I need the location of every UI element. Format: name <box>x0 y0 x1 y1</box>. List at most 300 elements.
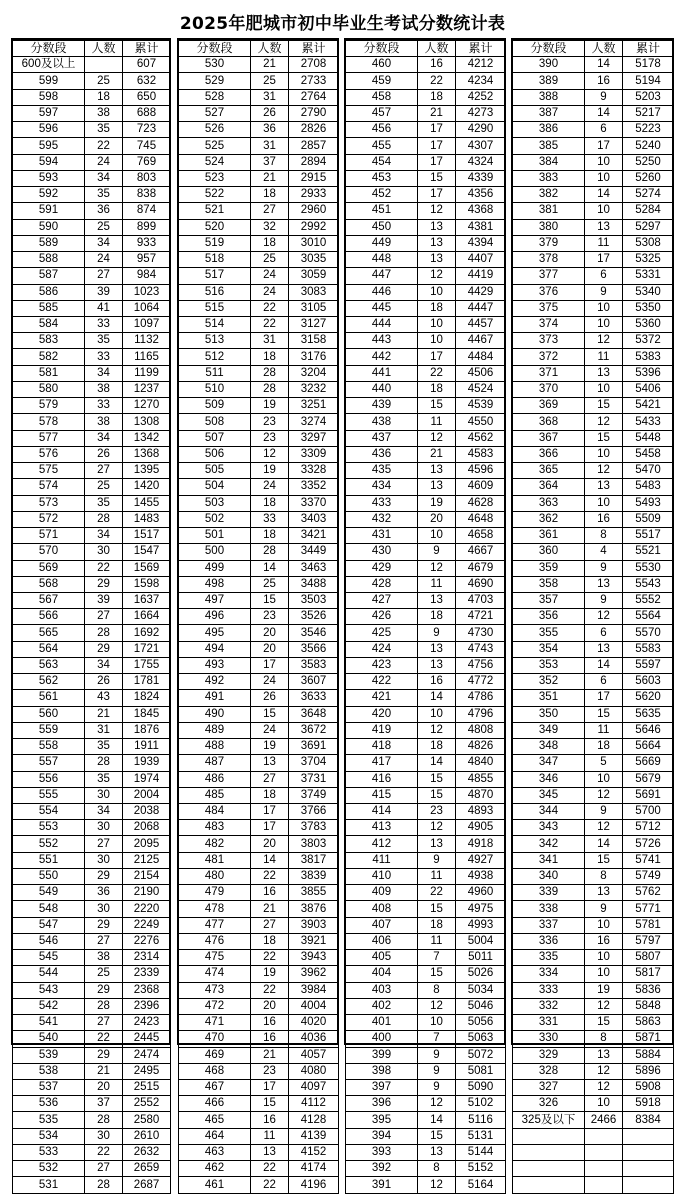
table-row <box>346 1177 506 1193</box>
cumulative-cell: 4419 <box>456 268 506 284</box>
count-cell: 10 <box>585 154 623 170</box>
score-range-cell: 588 <box>13 252 85 268</box>
cumulative-cell: 3817 <box>289 852 339 868</box>
table-row <box>13 365 171 381</box>
score-range-cell: 502 <box>179 511 251 527</box>
cumulative-cell: 5072 <box>456 1047 506 1063</box>
cumulative-cell: 5483 <box>623 479 674 495</box>
table-row <box>513 154 674 170</box>
count-cell: 22 <box>251 300 289 316</box>
table-row <box>346 300 506 316</box>
table-row <box>179 674 339 690</box>
count-cell: 28 <box>85 511 123 527</box>
table-row <box>179 1080 339 1096</box>
cumulative-cell: 4550 <box>456 414 506 430</box>
count-cell: 13 <box>418 657 456 673</box>
count-cell: 9 <box>418 1063 456 1079</box>
cumulative-cell: 4628 <box>456 495 506 511</box>
table-row <box>13 349 171 365</box>
table-row <box>346 1128 506 1144</box>
cumulative-cell: 4152 <box>289 1144 339 1160</box>
score-range-cell: 565 <box>13 625 85 641</box>
count-cell: 8 <box>585 868 623 884</box>
table-row <box>346 154 506 170</box>
count-cell: 19 <box>251 739 289 755</box>
score-range-cell: 388 <box>513 89 585 105</box>
count-cell: 27 <box>251 771 289 787</box>
table-row <box>513 950 674 966</box>
cumulative-cell: 3546 <box>289 625 339 641</box>
score-range-cell: 590 <box>13 219 85 235</box>
count-cell: 10 <box>585 495 623 511</box>
table-row <box>179 333 339 349</box>
score-range-cell: 465 <box>179 1112 251 1128</box>
table-row <box>13 592 171 608</box>
count-cell: 33 <box>85 316 123 332</box>
count-cell: 34 <box>85 235 123 251</box>
table-row <box>513 544 674 560</box>
count-cell: 36 <box>251 122 289 138</box>
table-row <box>179 73 339 89</box>
score-range-cell: 415 <box>346 787 418 803</box>
table-row <box>179 1144 339 1160</box>
score-range-cell: 566 <box>13 609 85 625</box>
count-cell: 8 <box>418 1161 456 1177</box>
score-table-3 <box>345 40 506 1194</box>
table-row <box>13 284 171 300</box>
count-cell: 13 <box>418 836 456 852</box>
cumulative-cell: 4234 <box>456 73 506 89</box>
cumulative-cell: 3083 <box>289 284 339 300</box>
score-range-cell: 419 <box>346 722 418 738</box>
cumulative-cell: 3488 <box>289 576 339 592</box>
table-row <box>513 349 674 365</box>
cumulative-cell: 2933 <box>289 187 339 203</box>
table-row <box>346 706 506 722</box>
table-row <box>13 187 171 203</box>
cumulative-cell: 1420 <box>123 479 171 495</box>
cumulative-cell: 1395 <box>123 463 171 479</box>
table-row <box>13 933 171 949</box>
table-row <box>179 560 339 576</box>
count-cell: 33 <box>251 511 289 527</box>
cumulative-cell: 5297 <box>623 219 674 235</box>
score-range-cell: 347 <box>513 755 585 771</box>
score-range-cell: 450 <box>346 219 418 235</box>
cumulative-cell: 745 <box>123 138 171 154</box>
cumulative-cell: 5583 <box>623 641 674 657</box>
count-cell: 16 <box>251 1031 289 1047</box>
cumulative-cell: 838 <box>123 187 171 203</box>
table-row <box>346 787 506 803</box>
score-range-cell: 498 <box>179 576 251 592</box>
table-row <box>13 316 171 332</box>
cumulative-cell: 2894 <box>289 154 339 170</box>
score-range-cell: 570 <box>13 544 85 560</box>
score-range-cell: 587 <box>13 268 85 284</box>
table-row <box>179 170 339 186</box>
cumulative-cell: 2764 <box>289 89 339 105</box>
cumulative-cell: 3749 <box>289 787 339 803</box>
cumulative-cell: 4609 <box>456 479 506 495</box>
count-cell: 37 <box>85 1096 123 1112</box>
table-row <box>513 836 674 852</box>
score-range-cell: 532 <box>13 1161 85 1177</box>
count-cell: 11 <box>585 235 623 251</box>
cumulative-cell <box>623 1144 674 1160</box>
cumulative-cell: 4993 <box>456 917 506 933</box>
count-cell: 9 <box>585 901 623 917</box>
cumulative-cell: 3672 <box>289 722 339 738</box>
table-row <box>346 495 506 511</box>
score-range-cell: 491 <box>179 690 251 706</box>
cumulative-cell: 5509 <box>623 511 674 527</box>
table-row <box>513 982 674 998</box>
count-cell: 7 <box>418 1031 456 1047</box>
score-range-cell: 539 <box>13 1047 85 1063</box>
score-range-cell: 432 <box>346 511 418 527</box>
cumulative-cell: 3876 <box>289 901 339 917</box>
cumulative-cell: 1755 <box>123 657 171 673</box>
count-cell: 15 <box>585 852 623 868</box>
table-row <box>13 722 171 738</box>
table-row <box>13 1047 171 1063</box>
score-table-1 <box>12 40 171 1194</box>
cumulative-cell: 3232 <box>289 381 339 397</box>
count-cell: 16 <box>418 57 456 73</box>
table-row <box>513 203 674 219</box>
count-cell: 13 <box>585 479 623 495</box>
cumulative-cell: 5817 <box>623 966 674 982</box>
table-row <box>13 576 171 592</box>
count-cell: 12 <box>585 1063 623 1079</box>
count-cell: 28 <box>85 1177 123 1193</box>
count-cell: 18 <box>85 89 123 105</box>
table-header-row <box>513 41 674 57</box>
table-row <box>179 349 339 365</box>
count-cell: 30 <box>85 787 123 803</box>
count-cell: 38 <box>85 381 123 397</box>
count-cell: 26 <box>251 690 289 706</box>
count-cell: 22 <box>418 885 456 901</box>
table-row <box>13 333 171 349</box>
score-range-cell: 555 <box>13 787 85 803</box>
table-row <box>13 219 171 235</box>
table-row <box>513 657 674 673</box>
count-cell: 34 <box>85 365 123 381</box>
count-cell: 13 <box>251 755 289 771</box>
cumulative-cell: 4583 <box>456 446 506 462</box>
cumulative-cell: 4356 <box>456 187 506 203</box>
score-range-cell: 436 <box>346 446 418 462</box>
score-range-cell: 396 <box>346 1096 418 1112</box>
table-row <box>13 641 171 657</box>
count-cell: 10 <box>585 203 623 219</box>
count-cell: 12 <box>585 333 623 349</box>
table-row <box>513 1112 674 1128</box>
table-row <box>513 300 674 316</box>
score-range-cell: 356 <box>513 609 585 625</box>
score-range-cell: 544 <box>13 966 85 982</box>
cumulative-cell: 5597 <box>623 657 674 673</box>
table-row <box>346 57 506 73</box>
table-row <box>346 820 506 836</box>
count-cell: 25 <box>251 576 289 592</box>
count-cell: 28 <box>85 998 123 1014</box>
count-cell: 16 <box>585 933 623 949</box>
cumulative-cell: 5026 <box>456 966 506 982</box>
cumulative-cell: 1845 <box>123 706 171 722</box>
table-row <box>346 430 506 446</box>
count-cell: 11 <box>418 576 456 592</box>
table-header-row <box>13 41 171 57</box>
table-row <box>513 89 674 105</box>
cumulative-cell: 1664 <box>123 609 171 625</box>
count-cell: 15 <box>585 430 623 446</box>
count-cell: 30 <box>85 1128 123 1144</box>
cumulative-cell: 3691 <box>289 739 339 755</box>
count-cell: 9 <box>418 544 456 560</box>
score-range-cell: 574 <box>13 479 85 495</box>
table-row <box>179 154 339 170</box>
cumulative-cell: 5603 <box>623 674 674 690</box>
count-cell: 6 <box>585 625 623 641</box>
count-cell: 14 <box>418 755 456 771</box>
table-row <box>179 187 339 203</box>
cumulative-cell: 1911 <box>123 739 171 755</box>
table-row <box>346 235 506 251</box>
count-cell: 18 <box>251 933 289 949</box>
cumulative-cell: 1824 <box>123 690 171 706</box>
header-count: 人数 <box>585 41 623 57</box>
table-row <box>346 105 506 121</box>
score-range-cell: 568 <box>13 576 85 592</box>
score-range-cell: 430 <box>346 544 418 560</box>
count-cell: 19 <box>251 463 289 479</box>
cumulative-cell: 5274 <box>623 187 674 203</box>
count-cell: 9 <box>585 89 623 105</box>
count-cell: 30 <box>85 544 123 560</box>
count-cell: 12 <box>418 1177 456 1193</box>
count-cell: 14 <box>585 187 623 203</box>
score-range-cell: 584 <box>13 316 85 332</box>
count-cell: 29 <box>85 1047 123 1063</box>
table-row <box>179 381 339 397</box>
score-range-cell: 569 <box>13 560 85 576</box>
count-cell: 10 <box>585 966 623 982</box>
table-row <box>179 1096 339 1112</box>
cumulative-cell: 3766 <box>289 804 339 820</box>
score-range-cell: 595 <box>13 138 85 154</box>
score-range-cell: 332 <box>513 998 585 1014</box>
score-range-cell: 384 <box>513 154 585 170</box>
count-cell: 35 <box>85 495 123 511</box>
table-row <box>346 722 506 738</box>
cumulative-cell: 650 <box>123 89 171 105</box>
count-cell: 21 <box>251 1047 289 1063</box>
score-range-cell: 516 <box>179 284 251 300</box>
table-row <box>346 122 506 138</box>
count-cell: 15 <box>585 398 623 414</box>
table-row <box>513 333 674 349</box>
count-cell: 35 <box>85 187 123 203</box>
count-cell: 12 <box>585 463 623 479</box>
table-row <box>179 982 339 998</box>
cumulative-cell: 1547 <box>123 544 171 560</box>
score-range-cell: 443 <box>346 333 418 349</box>
score-range-cell: 400 <box>346 1031 418 1047</box>
table-row <box>13 674 171 690</box>
score-range-cell: 529 <box>179 73 251 89</box>
table-row <box>346 933 506 949</box>
table-row <box>513 252 674 268</box>
count-cell: 10 <box>585 917 623 933</box>
score-range-cell: 564 <box>13 641 85 657</box>
score-range-cell: 597 <box>13 105 85 121</box>
count-cell: 13 <box>418 641 456 657</box>
table-row <box>513 804 674 820</box>
table-row <box>13 1015 171 1031</box>
count-cell: 15 <box>418 398 456 414</box>
score-range-cell: 442 <box>346 349 418 365</box>
cumulative-cell: 2423 <box>123 1015 171 1031</box>
score-range-cell: 343 <box>513 820 585 836</box>
count-cell: 13 <box>585 1047 623 1063</box>
cumulative-cell: 1692 <box>123 625 171 641</box>
count-cell: 9 <box>418 852 456 868</box>
cumulative-cell: 5552 <box>623 592 674 608</box>
score-range-cell: 453 <box>346 170 418 186</box>
table-row <box>513 284 674 300</box>
table-row <box>179 105 339 121</box>
table-row <box>179 1031 339 1047</box>
cumulative-cell: 5918 <box>623 1096 674 1112</box>
score-range-cell: 381 <box>513 203 585 219</box>
cumulative-cell: 1165 <box>123 349 171 365</box>
count-cell: 34 <box>85 170 123 186</box>
score-range-cell: 389 <box>513 73 585 89</box>
count-cell: 17 <box>585 690 623 706</box>
cumulative-cell: 4596 <box>456 463 506 479</box>
score-range-cell: 402 <box>346 998 418 1014</box>
cumulative-cell: 4139 <box>289 1128 339 1144</box>
header-count: 人数 <box>418 41 456 57</box>
table-row <box>346 755 506 771</box>
score-range-cell: 521 <box>179 203 251 219</box>
cumulative-cell: 5448 <box>623 430 674 446</box>
score-range-cell: 380 <box>513 219 585 235</box>
cumulative-cell: 5144 <box>456 1144 506 1160</box>
count-cell: 41 <box>85 300 123 316</box>
score-range-cell: 368 <box>513 414 585 430</box>
cumulative-cell: 5063 <box>456 1031 506 1047</box>
count-cell: 20 <box>251 625 289 641</box>
header-score-range: 分数段 <box>13 41 85 57</box>
score-range-cell: 455 <box>346 138 418 154</box>
count-cell: 17 <box>418 122 456 138</box>
score-range-cell <box>513 1161 585 1177</box>
cumulative-cell: 4730 <box>456 625 506 641</box>
table-row <box>346 219 506 235</box>
count-cell: 17 <box>585 252 623 268</box>
cumulative-cell: 1023 <box>123 284 171 300</box>
cumulative-cell: 874 <box>123 203 171 219</box>
count-cell: 43 <box>85 690 123 706</box>
table-row <box>513 414 674 430</box>
cumulative-cell: 4112 <box>289 1096 339 1112</box>
score-range-cell: 520 <box>179 219 251 235</box>
table-row <box>513 625 674 641</box>
count-cell: 30 <box>85 820 123 836</box>
cumulative-cell: 5807 <box>623 950 674 966</box>
cumulative-cell: 2095 <box>123 836 171 852</box>
cumulative-cell: 2632 <box>123 1144 171 1160</box>
cumulative-cell: 5646 <box>623 722 674 738</box>
table-row <box>13 771 171 787</box>
cumulative-cell: 5543 <box>623 576 674 592</box>
cumulative-cell: 1064 <box>123 300 171 316</box>
table-row <box>13 820 171 836</box>
score-table-4 <box>512 40 674 1194</box>
score-range-cell: 357 <box>513 592 585 608</box>
table-row <box>13 868 171 884</box>
count-cell: 28 <box>251 544 289 560</box>
cumulative-cell: 803 <box>123 170 171 186</box>
score-range-cell: 471 <box>179 1015 251 1031</box>
score-range-cell: 578 <box>13 414 85 430</box>
count-cell: 10 <box>585 170 623 186</box>
cumulative-cell: 4212 <box>456 57 506 73</box>
table-row <box>513 1177 674 1193</box>
cumulative-cell: 4174 <box>289 1161 339 1177</box>
cumulative-cell: 5034 <box>456 982 506 998</box>
table-row <box>513 479 674 495</box>
cumulative-cell: 4786 <box>456 690 506 706</box>
table-row <box>513 820 674 836</box>
cumulative-cell: 1637 <box>123 592 171 608</box>
score-range-cell: 379 <box>513 235 585 251</box>
count-cell: 5 <box>585 755 623 771</box>
table-row <box>346 1047 506 1063</box>
table-row <box>513 381 674 397</box>
score-range-cell: 550 <box>13 868 85 884</box>
count-cell: 26 <box>85 446 123 462</box>
score-range-cell: 586 <box>13 284 85 300</box>
score-range-cell: 499 <box>179 560 251 576</box>
count-cell: 15 <box>585 706 623 722</box>
table-row <box>179 1015 339 1031</box>
count-cell: 9 <box>585 592 623 608</box>
score-range-cell: 579 <box>13 398 85 414</box>
score-range-cell: 460 <box>346 57 418 73</box>
count-cell: 10 <box>585 381 623 397</box>
score-range-cell: 360 <box>513 544 585 560</box>
cumulative-cell: 769 <box>123 154 171 170</box>
score-range-cell: 549 <box>13 885 85 901</box>
cumulative-cell: 5458 <box>623 446 674 462</box>
table-row <box>513 933 674 949</box>
count-cell: 13 <box>418 463 456 479</box>
count-cell: 21 <box>418 105 456 121</box>
score-range-cell: 423 <box>346 657 418 673</box>
table-row <box>179 820 339 836</box>
score-range-cell: 510 <box>179 381 251 397</box>
count-cell: 27 <box>85 1015 123 1031</box>
count-cell: 21 <box>251 901 289 917</box>
count-cell: 15 <box>251 706 289 722</box>
cumulative-cell: 5771 <box>623 901 674 917</box>
table-row <box>513 1015 674 1031</box>
